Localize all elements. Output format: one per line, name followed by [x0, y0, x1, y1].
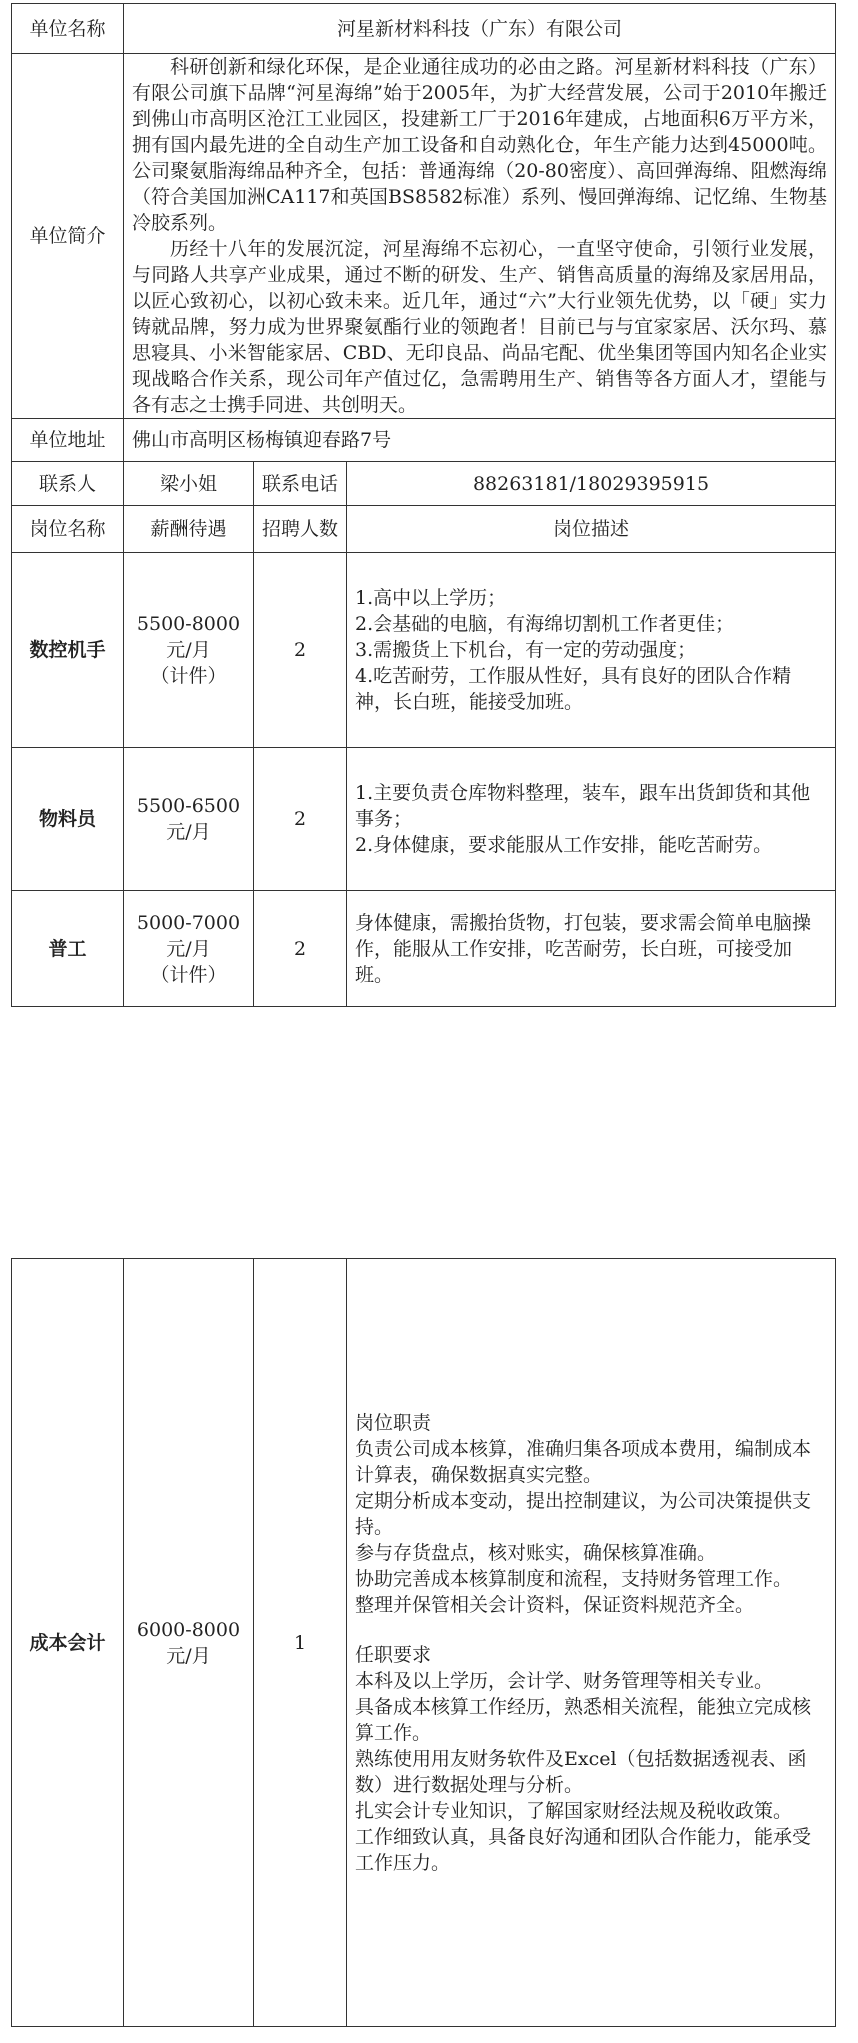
- requirement-item: 本科及以上学历，会计学、财务管理等相关专业。: [355, 1669, 774, 1692]
- description-line: 1.主要负责仓库物料整理，装车，跟车出货卸货和其他事务；: [355, 782, 811, 830]
- job-title: 普工: [12, 891, 124, 1007]
- intro-paragraph: 科研创新和绿化环保，是企业通往成功的必由之路。河星新材料科技（广东）有限公司旗下品牌“河星海绵”始于2005年，为扩大经营发展，公司于2010年搬迁到佛山市高明区沧江工业园区，投建新工厂于2016年建成，占地面积6万平方米，拥有国内最先进的全自动生产加工设备和自动熟化仓，年生产能力达到45000吨。公司聚氨脂海绵品种齐全，包括：普通海绵（20-80密度）、高回弹海绵、阻燃海绵（符合美国加洲CA117和英国BS8582标准）系列、慢回弹海绵、记忆绵、生物基冷胶系列。: [132, 56, 827, 234]
- job-title: 成本会计: [12, 1259, 124, 2027]
- description-line: 2.会基础的电脑，有海绵切割机工作者更佳；: [355, 613, 735, 635]
- job-description: [347, 553, 836, 748]
- requirements-heading: 任职要求: [355, 1643, 432, 1666]
- job-row: [12, 1259, 836, 2027]
- intro-paragraph: 历经十八年的发展沉淀，河星海绵不忘初心，一直坚守使命，引领行业发展，与同路人共享产业成果，通过不断的研发、生产、销售高质量的海绵及家居用品，以匠心致初心，以初心致未来。近几年，通过“六”大行业领先优势，以「硬」实力铸就品牌，努力成为世界聚氨酯行业的领跑者！目前已与与宜家家居、沃尔玛、慕思寝具、小米智能家居、CBD、无印良品、尚品宅配、优坐集团等国内知名企业实现战略合作关系，现公司年产值过亿，急需聘用生产、销售等各方面人才，望能与各有志之士携手同进、共创明天。: [132, 238, 827, 416]
- salary-note: （计件）: [150, 963, 227, 986]
- company-intro: [124, 54, 836, 419]
- company-name-label: 单位名称: [12, 4, 124, 54]
- job-row: [12, 748, 836, 891]
- duty-item: 负责公司成本核算，准确归集各项成本费用，编制成本计算表，确保数据真实完整。: [355, 1437, 812, 1486]
- duties-heading: 岗位职责: [355, 1411, 432, 1434]
- job-salary: 6000-8000元/月: [124, 1259, 254, 2027]
- job-count: 1: [254, 1259, 347, 2027]
- job-salary: [124, 891, 254, 1007]
- job-description: [347, 1259, 836, 2027]
- description-line: 4.吃苦耐劳，工作服从性好，具有良好的团队合作精神，长白班，能接受加班。: [355, 665, 792, 713]
- company-name: 河星新材料科技（广东）有限公司: [124, 4, 836, 54]
- company-table: [11, 3, 836, 1007]
- phone-label: 联系电话: [254, 462, 347, 506]
- requirement-item: 扎实会计专业知识，了解国家财经法规及税收政策。: [355, 1799, 793, 1822]
- description-line: 3.需搬货上下机台，有一定的劳动强度；: [355, 639, 697, 661]
- header-salary: 薪酬待遇: [124, 506, 254, 553]
- contact-label: 联系人: [12, 462, 124, 506]
- job-count: 2: [254, 553, 347, 748]
- header-description: 岗位描述: [347, 506, 836, 553]
- requirement-item: 工作细致认真，具备良好沟通和团队合作能力，能承受工作压力。: [355, 1825, 812, 1874]
- duty-item: 整理并保管相关会计资料，保证资料规范齐全。: [355, 1593, 755, 1616]
- duty-item: 定期分析成本变动，提出控制建议，为公司决策提供支持。: [355, 1489, 812, 1538]
- salary-line: 5500-8000元/月: [136, 613, 241, 661]
- contact-name: 梁小姐: [124, 462, 254, 506]
- requirement-item: 熟练使用用友财务软件及Excel（包括数据透视表、函数）进行数据处理与分析。: [355, 1747, 807, 1796]
- job-row: [12, 553, 836, 748]
- salary-note: （计件）: [150, 665, 227, 687]
- job-description: [347, 748, 836, 891]
- duty-item: 协助完善成本核算制度和流程，支持财务管理工作。: [355, 1567, 793, 1590]
- job-salary: [124, 748, 254, 891]
- description-line: 2.身体健康，要求能服从工作安排，能吃苦耐劳。: [355, 834, 773, 856]
- company-intro-label: 单位简介: [12, 54, 124, 419]
- requirement-item: 具备成本核算工作经历，熟悉相关流程，能独立完成核算工作。: [355, 1695, 812, 1744]
- duty-item: 参与存货盘点，核对账实，确保核算准确。: [355, 1541, 717, 1564]
- job-count: 2: [254, 748, 347, 891]
- accountant-table: [11, 1258, 836, 2027]
- job-description: [347, 891, 836, 1007]
- section-spacer: [355, 1618, 827, 1642]
- description-line: 1.高中以上学历；: [355, 587, 507, 609]
- header-position: 岗位名称: [12, 506, 124, 553]
- phone-number: 88263181/18029395915: [347, 462, 836, 506]
- header-count: 招聘人数: [254, 506, 347, 553]
- job-title: 数控机手: [12, 553, 124, 748]
- job-count: 2: [254, 891, 347, 1007]
- job-title: 物料员: [12, 748, 124, 891]
- company-address: 佛山市高明区杨梅镇迎春路7号: [124, 419, 836, 462]
- job-row: [12, 891, 836, 1007]
- description-line: 身体健康，需搬抬货物，打包装，要求需会简单电脑操作，能服从工作安排，吃苦耐劳，长白班，可接受加班。: [355, 911, 812, 986]
- job-salary: [124, 553, 254, 748]
- company-address-label: 单位地址: [12, 419, 124, 462]
- salary-line: 5500-6500元/月: [136, 795, 241, 843]
- salary-line: 5000-7000元/月: [136, 911, 241, 960]
